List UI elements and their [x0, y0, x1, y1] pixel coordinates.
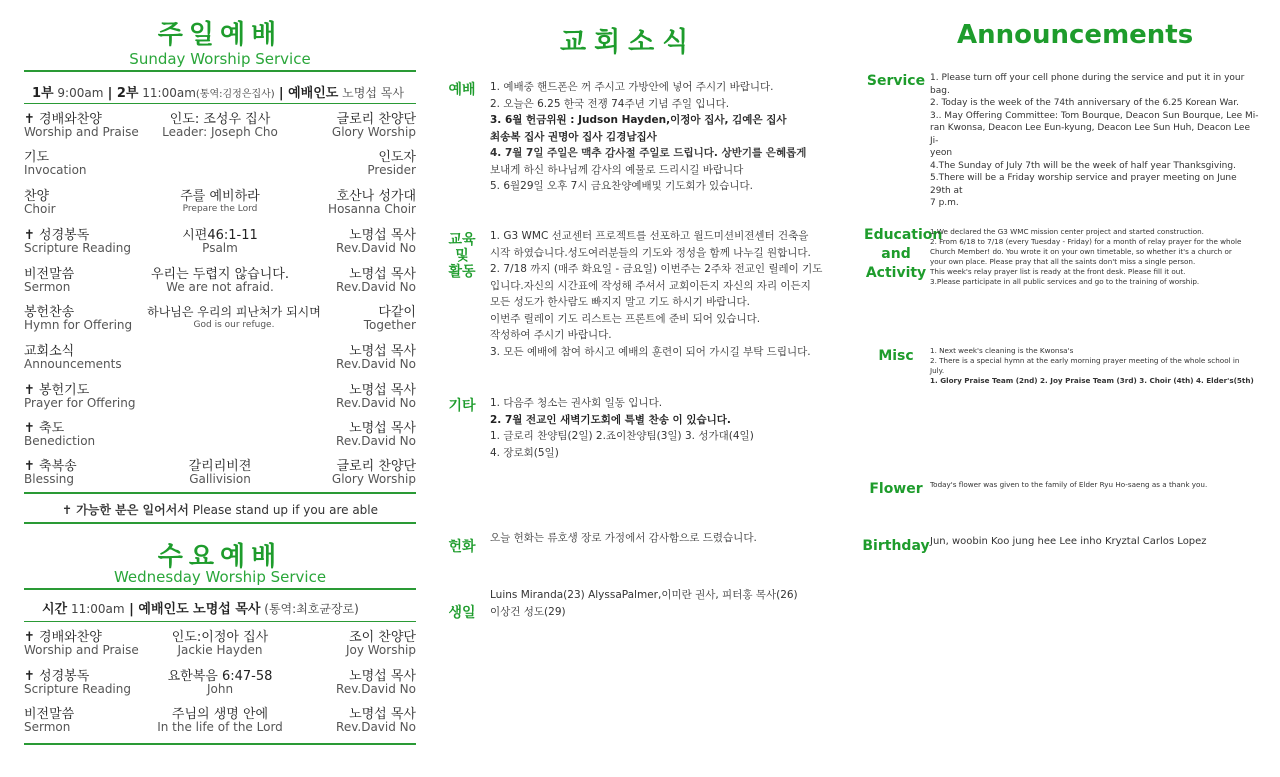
list-item: 2. There is a special hymn at the early morning prayer meeting of the whole school in [930, 356, 1240, 365]
list-item: yeon [930, 148, 953, 158]
order-item: 찬양 Choir 주를 예비하라 Prepare the Lord 호산나 성가대 Hosanna Choir [24, 189, 416, 216]
list-item: 이번주 릴레이 기도 리스트는 프론트에 준비 되어 있습니다. [490, 312, 761, 325]
list-item: your own place. Please pray that all the saints don't miss a single person. [930, 257, 1196, 266]
list-item: 7 p.m. [930, 198, 959, 208]
wednesday-sub-divider [24, 621, 416, 622]
order-item: ✝ 축도 Benediction 노명섭 목사 Rev.David No [24, 421, 416, 448]
sunday-title: 주일예배 [157, 20, 283, 50]
sunday-bottom-divider [24, 492, 416, 494]
list-item: 1. 글로리 찬양팀(2일) 2.죠이찬양팀(3일) 3. 성가대(4일) [490, 430, 754, 442]
list-item: July. [930, 366, 945, 375]
news-edu-list [490, 228, 822, 360]
order-item: 봉헌찬송 Hymn for Offering 하나님은 우리의 피난처가 되시며 God is our refuge. 다같이 Together [24, 305, 416, 332]
list-item: 5. 6월29일 오후 7시 금요찬양예배및 기도회가 있습니다. [490, 180, 753, 192]
list-item: 1. Next week's cleaning is the Kwonsa's [930, 346, 1074, 355]
stand-up-note: ✝ 가능한 분은 일어서서 Please stand up if you are able [61, 503, 379, 517]
list-item: 1. 예배중 핸드폰은 꺼 주시고 가방안에 넣어 주시기 바랍니다. [490, 81, 774, 93]
ann-misc-list [930, 346, 1260, 386]
news-flower-label: 헌화 [448, 539, 476, 555]
list-item: 1. G3 WMC 선교센터 프로젝트를 선포하고 월드미션비젼센터 건축을 [490, 230, 809, 242]
list-item: 4. 장로회(5일) [490, 446, 559, 459]
sunday-top-divider [24, 70, 416, 72]
list-item: 이상건 성도(29) [490, 605, 566, 618]
order-item: 기도 Invocation 인도자 Presider [24, 150, 416, 177]
news-etc-label: 기타 [448, 398, 476, 414]
order-item: 교회소식 Announcements 노명섭 목사 Rev.David No [24, 344, 416, 371]
sunday-sub-divider [24, 103, 416, 104]
list-item: 2. 7/18 까지 (매주 화요일 - 금요일) 이번주는 2주차 전교인 릴레이 기도 [490, 263, 823, 275]
ann-birthday-text: Jun, woobin Koo jung hee Lee inho Kryztal Carlos Lopez [930, 536, 1207, 547]
order-item: ✝ 축복송 Blessing 갈리리비젼 Gallivision 글로리 찬양단 Glory Worship [24, 459, 416, 486]
order-item: ✝ 경배와찬양 Worship and Praise 인도: 조성우 집사 Leader: Joseph Cho 글로리 찬양단 Glory Worship [24, 112, 416, 139]
ann-edu-list [930, 227, 1260, 287]
sunday-service-times: 1부 9:00am | 2부 11:00am(통역:김정은집사) | 예배인도 노명섭 목사 [32, 86, 404, 101]
news-worship-label: 예배 [448, 82, 476, 98]
news-title: 교회소식 [560, 27, 697, 58]
list-item: 2. Today is the week of the 74th anniversary of the 6.25 Korean War. [930, 98, 1240, 108]
list-item: Luins Miranda(23) AlyssaPalmer,이미란 권사, 피터홍 목사(26) [490, 589, 798, 601]
ann-flower-label: Flower [869, 481, 923, 497]
list-item: ran Kwonsa, Deacon Lee Eun-kyung, Deacon Lee Sun Huh, Deacon Lee Ji- [930, 123, 1250, 146]
stand-divider [24, 522, 416, 524]
wednesday-service-time: 시간 11:00am | 예배인도 노명섭 목사 (통역:최호균장로) [42, 602, 359, 617]
wednesday-subtitle: Wednesday Worship Service [113, 568, 327, 586]
wednesday-title: 수요예배 [157, 542, 283, 572]
list-item: 5.There will be a Friday worship service and prayer meeting on June 29th at [930, 173, 1237, 196]
list-item: 1.We declared the G3 WMC mission center project and started construction. [930, 227, 1204, 236]
list-item: 3. 6월 헌금위원 : Judson Hayden,이정아 집사, 김예은 집사 [490, 114, 787, 126]
list-item: 3.. May Offering Committee: Tom Bourque, Deacon Sun Bourque, Lee Mi- [930, 110, 1259, 121]
ann-service-list [930, 72, 1260, 210]
news-birthday-label: 생일 [448, 605, 476, 621]
list-item: 최송복 집사 권명아 집사 김경남집사 [490, 130, 657, 143]
ann-misc-label: Misc [878, 348, 914, 364]
ann-service-label: Service [866, 73, 926, 89]
order-item: ✝ 성경봉독 Scripture Reading 요한복음 6:47-58 John 노명섭 목사 Rev.David No [24, 669, 416, 696]
sunday-subtitle: Sunday Worship Service [129, 50, 311, 68]
news-flower-text: 오늘 헌화는 류호생 장로 가정에서 감사함으로 드렸습니다. [490, 532, 757, 544]
ann-birthday-label: Birthday [862, 538, 930, 554]
list-item: This week's relay prayer list is ready at the front desk. Please fill it out. [930, 267, 1186, 276]
list-item: 1. Glory Praise Team (2nd) 2. Joy Praise Team (3rd) 3. Choir (4th) 4. Elder's(5th) [930, 376, 1254, 385]
list-item: 입니다.자신의 시간표에 작성해 주셔서 교회이든지 자신의 자리 이든지 [490, 279, 811, 292]
order-item: 비전말씀 Sermon 우리는 두렵지 않습니다. We are not afraid. 노명섭 목사 Rev.David No [24, 267, 416, 294]
list-item: 2. 7월 전교인 새벽기도회에 특별 찬송 이 있습니다. [490, 413, 731, 426]
announcements-title: Announcements [957, 20, 1194, 50]
order-item: ✝ 성경봉독 Scripture Reading 시편46:1-11 Psalm 노명섭 목사 Rev.David No [24, 228, 416, 255]
list-item: 보내게 하신 하나님께 감사의 예물로 드리시길 바랍니다 [490, 163, 744, 176]
ann-edu-label: Education and Activity [864, 227, 943, 281]
list-item: 1. 다음주 청소는 권사회 일동 입니다. [490, 397, 663, 409]
list-item: 3.Please participate in all public services and go to the training of worship. [930, 277, 1200, 286]
list-item: 시작 하였습니다.성도여러분들의 기도와 정성을 함께 나누길 원합니다. [490, 246, 811, 259]
order-item: 비전말씀 Sermon 주님의 생명 안에 In the life of the Lord 노명섭 목사 Rev.David No [24, 707, 416, 734]
list-item: 2. From 6/18 to 7/18 (every Tuesday - Friday) for a month of relay prayer for the whole [930, 237, 1242, 246]
list-item: 2. 오늘은 6.25 한국 전쟁 74주년 기념 주일 입니다. [490, 97, 730, 110]
news-edu-label: 교육 및 활동 [448, 232, 476, 280]
order-item: ✝ 경배와찬양 Worship and Praise 인도:이정아 집사 Jackie Hayden 조이 찬양단 Joy Worship [24, 630, 416, 657]
list-item: 3. 모든 예배에 참여 하시고 예배의 훈련이 되어 가시길 부탁 드립니다. [490, 345, 811, 358]
list-item: Church Member! do. You wrote it on your own timetable, so whether it's a church or [930, 247, 1232, 256]
list-item: 모든 성도가 한사람도 빠지지 말고 기도 하시기 바랍니다. [490, 296, 750, 308]
news-birthday-list [490, 587, 798, 620]
list-item: 작성하여 주시기 바랍니다. [490, 329, 612, 341]
news-worship-list [490, 79, 806, 195]
order-item: ✝ 봉헌기도 Prayer for Offering 노명섭 목사 Rev.David No [24, 383, 416, 410]
ann-flower-text: Today's flower was given to the family of Elder Ryu Ho-saeng as a thank you. [930, 480, 1208, 489]
wednesday-top-divider [24, 588, 416, 590]
news-etc-list [490, 395, 754, 461]
list-item: 4. 7월 7일 주일은 맥추 감사절 주일로 드립니다. 상반기를 은혜롭게 [490, 147, 807, 159]
wednesday-bottom-divider [24, 743, 416, 745]
list-item: 4.The Sunday of July 7th will be the week of half year Thanksgiving. [930, 160, 1236, 171]
list-item: 1. Please turn off your cell phone during the service and put it in your bag. [930, 73, 1245, 96]
